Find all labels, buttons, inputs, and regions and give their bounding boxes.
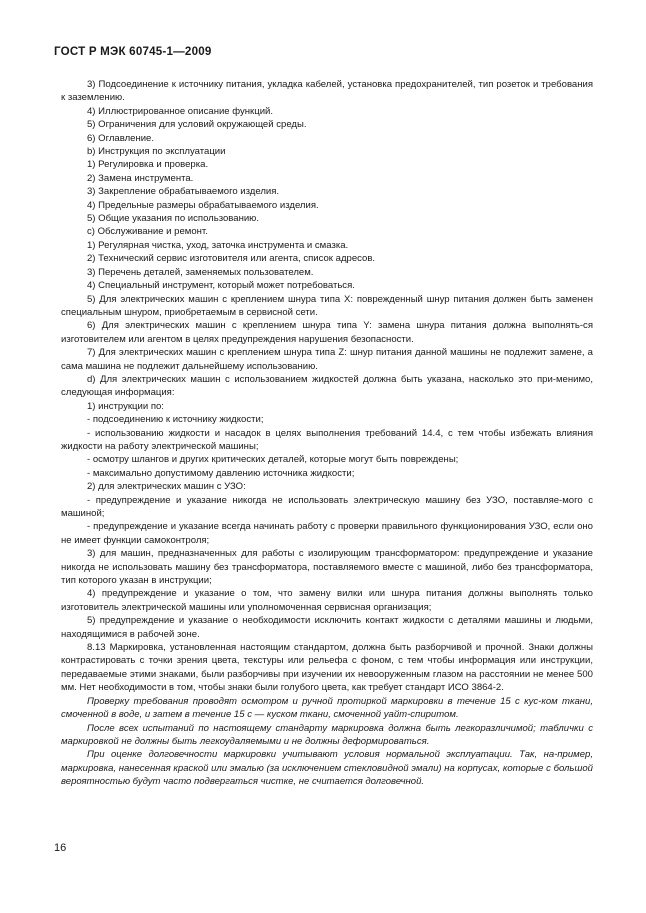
paragraph: b) Инструкция по эксплуатации [87,146,226,158]
paragraph: - использованию жидкости и насадок в целях выполнения требований 14.4, с тем чтобы избежать влияния жидкости на работу электрической машины; [61,427,593,452]
document-body [61,78,593,789]
paragraph: 5) Общие указания по использованию. [87,213,259,225]
paragraph: 3) для машин, предназначенных для работы с изолирующим трансформатором: предупреждение и указание никогда не использовать машину без трансформатора, поставляемого вместе с машиной, либо без трансформатора, тип которого указан в инструкции; [61,548,593,587]
paragraph: - подсоединению к источнику жидкости; [87,414,264,426]
document-header: ГОСТ Р МЭК 60745-1—2009 [54,45,212,58]
paragraph: 1) инструкции по: [87,400,164,412]
paragraph: 1) Регулярная чистка, уход, заточка инструмента и смазка. [87,239,349,251]
paragraph: 3) Перечень деталей, заменяемых пользователем. [87,266,314,278]
paragraph-italic: Проверку требования проводят осмотром и ручной протиркой маркировки в течение 15 с кус-ком ткани, смоченной в воде, и затем в течение 15 с — куском ткани, смоченной уайт-спиритом. [61,695,593,721]
paragraph: 7) Для электрических машин с креплением шнура типа Z: шнур питания данной машины не подлежит замене, а сама машина не подлежит дальнейшему использованию. [61,347,593,372]
paragraph: 2) для электрических машин с УЗО: [87,481,246,493]
paragraph: 5) Для электрических машин с креплением шнура типа X: поврежденный шнур питания должен быть заменен специальным шнуром, приобретаемым в сервисной сети. [61,293,593,318]
paragraph: 4) предупреждение и указание о том, что замену вилки или шнура питания должны выполнять только изготовитель электрической машины или уполномоченная сервисная организация; [61,588,593,613]
paragraph: - предупреждение и указание никогда не использовать электрическую машину без УЗО, поставляе-мого с машиной; [61,494,593,519]
paragraph: 5) предупреждение и указание о необходимости исключить контакт жидкости с деталями машины и людьми, находящимися в рабочей зоне. [61,615,593,640]
paragraph: 6) Оглавление. [87,132,155,144]
paragraph: - осмотру шлангов и других критических деталей, которые могут быть повреждены; [87,454,459,466]
paragraph: 3) Подсоединение к источнику питания, укладка кабелей, установка предохранителей, тип розеток и требования к заземлению. [61,79,593,104]
paragraph: 6) Для электрических машин с креплением шнура типа Y: замена шнура питания должна выполнять-ся изготовителем или агентом в целях предупреждения нарушения безопасности. [61,320,593,345]
paragraph-italic: При оценке долговечности маркировки учитывают условия нормальной эксплуатации. Так, на-пример, маркировка, нанесенная краской или эмалью (за исключением стекловидной эмали) на корпусах, которые с большой вероятностью будут часто подвергаться чистке, не считается долговечной. [61,749,593,788]
paragraph: d) Для электрических машин с использованием жидкостей должна быть указана, насколько это при-менимо, следующая информация: [61,373,593,399]
paragraph: 2) Технический сервис изготовителя или агента, список адресов. [87,253,376,265]
page-number: 16 [54,842,67,854]
paragraph: 4) Иллюстрированное описание функций. [87,105,274,117]
paragraph: 4) Специальный инструмент, который может потребоваться. [87,280,355,292]
paragraph: 4) Предельные размеры обрабатываемого изделия. [87,199,319,211]
paragraph: c) Обслуживание и ремонт. [87,226,208,238]
paragraph: - максимально допустимому давлению источника жидкости; [87,467,355,479]
paragraph: 3) Закрепление обрабатываемого изделия. [87,186,280,198]
paragraph-italic: После всех испытаний по настоящему стандарту маркировка должна быть легкоразличимой; таблички с маркировкой не должны быть легкоудаляемыми и не должны деформироваться. [61,722,593,747]
paragraph: 5) Ограничения для условий окружающей среды. [87,119,307,131]
paragraph: 1) Регулировка и проверка. [87,159,209,171]
paragraph: - предупреждение и указание всегда начинать работу с проверки правильного функционирования УЗО, если оно не имеет функции самоконтроля; [61,521,593,546]
paragraph: 2) Замена инструмента. [87,172,194,184]
paragraph: 8.13 Маркировка, установленная настоящим стандартом, должна быть разборчивой и прочной. Знаки должны контрастировать с точки зрения цвета, текстуры или рельефа с фоном, с тем чтобы информация или инструкции, передаваемые этими знаками, были разборчивы при изучении их невооруженным глазом на расстоянии не менее 500 мм. Нет необходимости в том, чтобы знаки были голубого цвета, как требует стандарт ИСО 3864-2. [61,642,593,694]
